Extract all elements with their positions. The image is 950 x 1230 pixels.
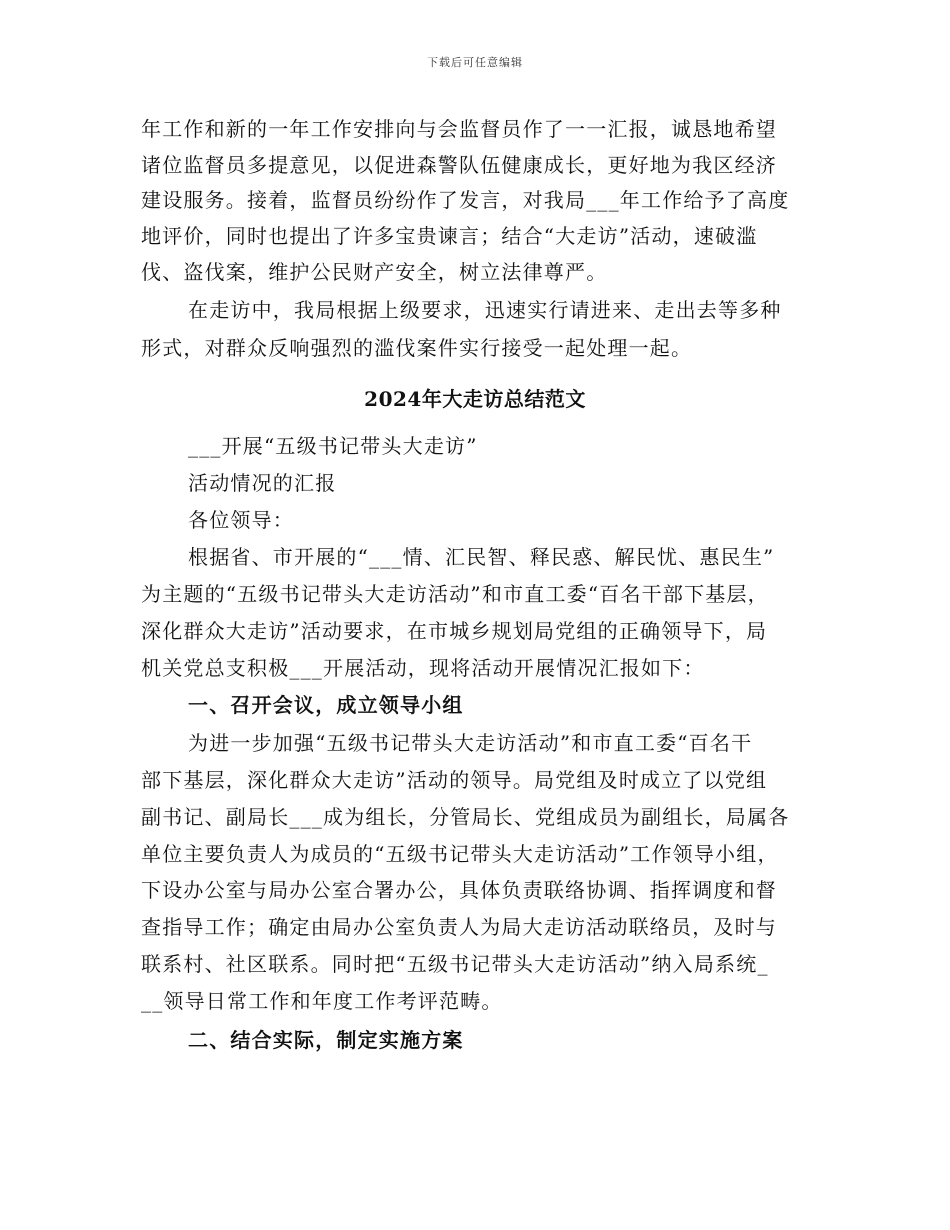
paragraph-line: 形式，对群众反响强烈的滥伐案件实行接受一起处理一起。 — [141, 336, 693, 360]
paragraph-line: 伐、盗伐案，维护公民财产安全，树立法律尊严。 — [141, 260, 608, 284]
paragraph-line: 年工作和新的一年工作安排向与会监督员作了一一汇报，诚恳地希望 — [141, 117, 777, 141]
salutation: 各位领导： — [188, 508, 294, 532]
paragraph-line: 诸位监督员多提意见，以促进森警队伍健康成长，更好地为我区经济 — [141, 153, 777, 177]
paragraph-line: 为进一步加强“五级书记带头大走访活动”和市直工委“百名干 — [188, 731, 753, 755]
paragraph-line: 查指导工作；确定由局办公室负责人为局大走访活动联络员，及时与 — [141, 915, 777, 939]
paragraph-line: 单位主要负责人为成员的“五级书记带头大走访活动”工作领导小组， — [141, 842, 779, 866]
subtitle-line: ___开展“五级书记带头大走访” — [188, 434, 478, 458]
page-header: 下载后可任意编辑 — [427, 56, 523, 69]
paragraph-line: 深化群众大走访”活动要求，在市城乡规划局党组的正确领导下，局 — [141, 619, 768, 643]
paragraph-line: 地评价，同时也提出了许多宝贵谏言；结合“大走访”活动，速破滥 — [141, 224, 758, 248]
paragraph-line: 副书记、副局长___成为组长，分管局长、党组成员为副组长，局属各 — [141, 805, 790, 829]
paragraph-line: 在走访中，我局根据上级要求，迅速实行请进来、走出去等多种 — [188, 298, 782, 322]
paragraph-line: __领导日常工作和年度工作考评范畴。 — [141, 989, 503, 1013]
paragraph-line: 下设办公室与局办公室合署办公，具体负责联络协调、指挥调度和督 — [141, 878, 777, 902]
subtitle-line: 活动情况的汇报 — [188, 471, 337, 495]
document-title: 2024年大走访总结范文 — [364, 387, 586, 411]
section-heading: 二、结合实际，制定实施方案 — [188, 1028, 464, 1052]
paragraph-line: 机关党总支积极___开展活动，现将活动开展情况汇报如下： — [141, 656, 705, 680]
paragraph-line: 建设服务。接着，监督员纷纷作了发言，对我局___年工作给予了高度 — [141, 188, 790, 212]
section-heading: 一、召开会议，成立领导小组 — [188, 693, 464, 717]
paragraph-line: 联系村、社区联系。同时把“五级书记带头大走访活动”纳入局系统_ — [141, 952, 769, 976]
paragraph-line: 为主题的“五级书记带头大走访活动”和市直工委“百名干部下基层， — [141, 582, 769, 606]
paragraph-line: 部下基层，深化群众大走访”活动的领导。局党组及时成立了以党组 — [141, 768, 768, 792]
paragraph-line: 根据省、市开展的“___情、汇民智、释民惑、解民忧、惠民生” — [188, 545, 775, 569]
